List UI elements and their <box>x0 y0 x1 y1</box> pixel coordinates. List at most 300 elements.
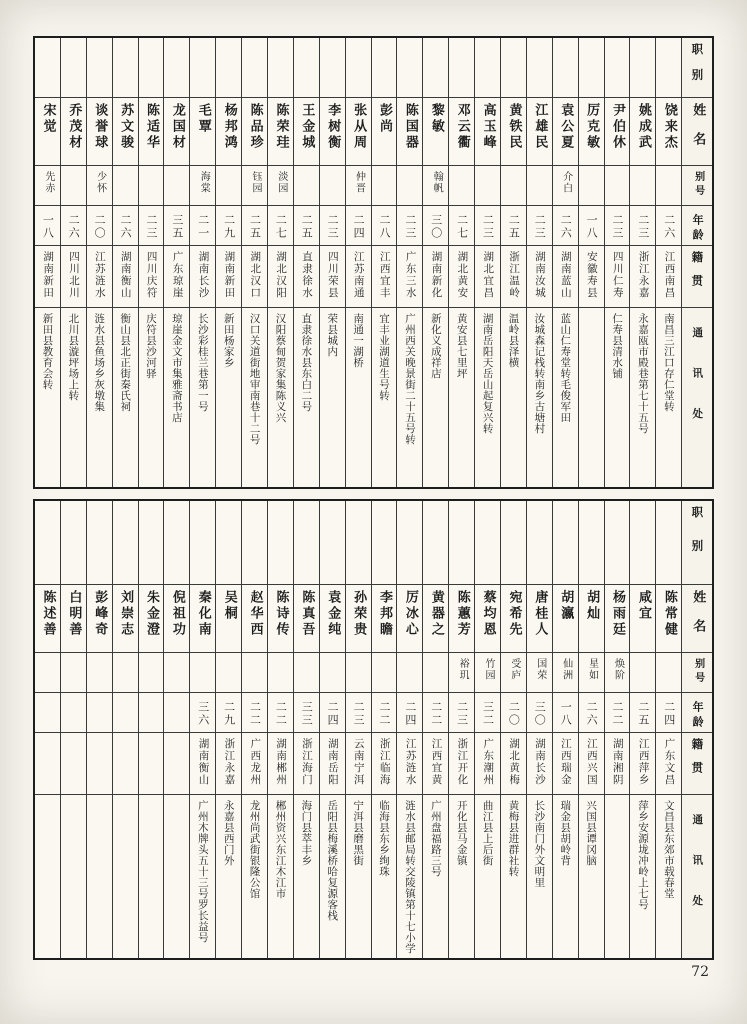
person-native-place: 湖北黄梅 <box>508 738 521 786</box>
age-cell <box>630 206 655 246</box>
person-name: 厉冰心 <box>402 590 418 638</box>
native-place-cell <box>35 246 60 308</box>
age-cell <box>164 206 189 246</box>
age-cell <box>87 206 112 246</box>
person-column <box>242 501 268 958</box>
person-address: 临海县东乡绚珠 <box>378 800 391 877</box>
alias-cell <box>346 166 371 206</box>
person-native-place: 江西兴国 <box>585 738 598 786</box>
person-address: 新田杨家乡 <box>222 313 235 368</box>
name-cell <box>87 585 112 653</box>
native-place-cell <box>320 246 345 308</box>
header-cell-native-place <box>682 246 712 308</box>
person-alias: 仙洲 <box>560 658 572 681</box>
person-native-place: 湖南新化 <box>430 251 443 299</box>
position-cell <box>346 501 371 585</box>
person-address: 广州盘福路三号 <box>429 800 442 877</box>
position-cell <box>553 501 578 585</box>
person-column <box>346 501 372 958</box>
header-cell-name <box>682 585 712 653</box>
person-address: 庆符县沙河驿 <box>145 313 158 379</box>
person-column <box>190 38 216 487</box>
address-cell <box>475 795 500 958</box>
person-name: 江雄民 <box>532 103 548 151</box>
person-native-place: 直隶徐水 <box>301 251 314 299</box>
person-name: 赵华西 <box>247 590 263 638</box>
person-address: 萍乡安源垅冲岭上七号 <box>636 800 649 910</box>
position-cell <box>61 501 86 585</box>
name-cell <box>372 585 397 653</box>
address-cell <box>605 795 630 958</box>
person-column <box>164 38 190 487</box>
person-column <box>216 501 242 958</box>
alias-cell <box>423 653 448 693</box>
person-name: 邓云衢 <box>454 103 470 151</box>
person-address: 文昌县东郊市载春堂 <box>662 800 675 899</box>
person-address: 涟水县鱼场乡灰墩集 <box>93 313 106 412</box>
person-name: 杨邦鸿 <box>221 103 237 151</box>
header-label-address: 通讯处 <box>691 814 704 936</box>
age-cell <box>553 693 578 733</box>
name-cell <box>294 98 319 166</box>
name-cell <box>656 98 681 166</box>
person-native-place: 湖南长沙 <box>197 251 210 299</box>
age-cell <box>656 206 681 246</box>
name-cell <box>449 98 474 166</box>
person-native-place: 浙江永嘉 <box>637 251 650 299</box>
position-cell <box>449 501 474 585</box>
person-native-place: 湖北汉阳 <box>275 251 288 299</box>
name-cell <box>475 98 500 166</box>
alias-cell <box>553 653 578 693</box>
person-age: 二九 <box>222 701 236 727</box>
person-address: 蓝山仁寿堂转毛俊军田 <box>559 313 572 423</box>
person-column <box>553 38 579 487</box>
person-age: 二四 <box>352 214 366 240</box>
address-cell <box>268 795 293 958</box>
native-place-cell <box>475 246 500 308</box>
position-cell <box>61 38 86 98</box>
native-place-cell <box>294 733 319 795</box>
alias-cell <box>35 653 60 693</box>
person-native-place: 安徽寿县 <box>585 251 598 299</box>
position-cell <box>372 501 397 585</box>
age-cell <box>397 693 422 733</box>
person-name: 秦化南 <box>195 590 211 638</box>
alias-cell <box>87 653 112 693</box>
person-name: 姚成武 <box>635 103 651 151</box>
person-name: 李邦瞻 <box>377 590 393 638</box>
person-address: 郴州资兴东江木江市 <box>274 800 287 899</box>
person-name: 王金城 <box>299 103 315 151</box>
alias-cell <box>242 166 267 206</box>
person-age: 二三 <box>636 214 650 240</box>
person-column <box>501 38 527 487</box>
person-name: 胡灿 <box>584 590 600 622</box>
native-place-cell <box>423 246 448 308</box>
address-cell <box>35 795 60 958</box>
position-cell <box>397 38 422 98</box>
name-cell <box>630 585 655 653</box>
age-cell <box>423 693 448 733</box>
alias-cell <box>475 653 500 693</box>
age-cell <box>113 693 138 733</box>
age-cell <box>527 693 552 733</box>
alias-cell <box>268 166 293 206</box>
alias-cell <box>268 653 293 693</box>
person-column <box>527 38 553 487</box>
person-address: 海门县萃丰乡 <box>300 800 313 866</box>
person-column <box>87 38 113 487</box>
name-cell <box>605 98 630 166</box>
address-cell <box>320 308 345 487</box>
person-age: 二三 <box>403 214 417 240</box>
person-native-place: 湖北宜昌 <box>482 251 495 299</box>
person-address: 琼崖金文市集雅斋书店 <box>170 313 183 423</box>
person-native-place: 湖南汝城 <box>534 251 547 299</box>
header-cell-age <box>682 693 712 733</box>
alias-cell <box>346 653 371 693</box>
name-cell <box>268 585 293 653</box>
age-cell <box>605 206 630 246</box>
name-cell <box>630 98 655 166</box>
person-native-place: 湖南新田 <box>42 251 55 299</box>
alias-cell <box>61 166 86 206</box>
person-address: 湖南岳阳天岳山起复兴转 <box>481 313 494 434</box>
address-cell <box>242 308 267 487</box>
person-address: 广州木牌头五十三号罗长益号 <box>196 800 209 943</box>
person-age: 三三 <box>300 701 314 727</box>
person-native-place: 江西南昌 <box>663 251 676 299</box>
address-cell <box>423 308 448 487</box>
address-cell <box>113 308 138 487</box>
person-name: 李树衡 <box>325 103 341 151</box>
person-name: 彭尚 <box>377 103 393 135</box>
person-name: 宛希先 <box>506 590 522 638</box>
native-place-cell <box>346 246 371 308</box>
name-cell <box>527 585 552 653</box>
person-age: 二五 <box>636 701 650 727</box>
native-place-cell <box>397 246 422 308</box>
person-alias: 竹园 <box>482 658 494 681</box>
native-place-cell <box>268 246 293 308</box>
address-cell <box>553 795 578 958</box>
person-name: 黄器之 <box>428 590 444 638</box>
name-cell <box>242 585 267 653</box>
person-address: 北川县漩坪场上转 <box>67 313 80 401</box>
person-name: 乔茂材 <box>66 103 82 151</box>
native-place-cell <box>553 246 578 308</box>
person-age: 二五 <box>248 214 262 240</box>
person-address: 宜丰业湖道生号转 <box>378 313 391 401</box>
person-name: 刘崇志 <box>118 590 134 638</box>
age-cell <box>294 693 319 733</box>
header-cell-address <box>682 795 712 958</box>
person-name: 陈述善 <box>40 590 56 638</box>
age-cell <box>113 206 138 246</box>
person-alias: 海棠 <box>198 171 210 194</box>
header-label-name: 姓名 <box>690 103 706 161</box>
age-cell <box>190 693 215 733</box>
person-name: 唐桂人 <box>532 590 548 638</box>
person-column <box>656 501 682 958</box>
address-cell <box>346 308 371 487</box>
person-column <box>475 38 501 487</box>
person-age: 二〇 <box>507 701 521 727</box>
person-name: 尹伯休 <box>610 103 626 151</box>
native-place-cell <box>242 246 267 308</box>
name-cell <box>242 98 267 166</box>
position-cell <box>656 501 681 585</box>
age-cell <box>87 693 112 733</box>
native-place-cell <box>35 733 60 795</box>
person-native-place: 江苏南通 <box>352 251 365 299</box>
position-cell <box>190 38 215 98</box>
address-cell <box>527 795 552 958</box>
person-name: 蔡均恩 <box>480 590 496 638</box>
position-cell <box>372 38 397 98</box>
person-name: 宋觉 <box>40 103 56 135</box>
address-cell <box>475 308 500 487</box>
address-cell <box>527 308 552 487</box>
name-cell <box>294 585 319 653</box>
person-native-place: 四川北川 <box>68 251 80 299</box>
person-address: 温岭县泽横 <box>507 313 520 368</box>
person-column <box>372 38 398 487</box>
person-native-place: 湖北汉口 <box>249 251 262 299</box>
native-place-cell <box>372 246 397 308</box>
header-cell-alias <box>682 166 712 206</box>
person-column <box>449 38 475 487</box>
person-column <box>423 501 449 958</box>
position-cell <box>527 38 552 98</box>
person-column <box>605 38 631 487</box>
position-cell <box>423 38 448 98</box>
alias-cell <box>164 166 189 206</box>
address-cell <box>372 795 397 958</box>
native-place-cell <box>87 733 112 795</box>
person-native-place: 湖南长沙 <box>534 738 547 786</box>
name-cell <box>35 585 60 653</box>
name-cell <box>139 98 164 166</box>
person-age: 二二 <box>429 701 443 727</box>
alias-cell <box>190 653 215 693</box>
person-native-place: 广东琼崖 <box>171 251 184 299</box>
position-cell <box>87 501 112 585</box>
person-alias: 国荣 <box>534 658 546 681</box>
age-cell <box>527 206 552 246</box>
person-address: 新化义成祥店 <box>429 313 442 379</box>
age-cell <box>449 693 474 733</box>
person-column <box>527 501 553 958</box>
person-age: 二二 <box>248 701 262 727</box>
person-native-place: 浙江温岭 <box>508 251 521 299</box>
native-place-cell <box>113 733 138 795</box>
person-age: 二四 <box>326 701 340 727</box>
age-cell <box>449 206 474 246</box>
person-native-place: 云南宁洱 <box>352 738 365 786</box>
name-cell <box>656 585 681 653</box>
person-age: 二二 <box>377 701 391 727</box>
alias-cell <box>320 653 345 693</box>
name-cell <box>35 98 60 166</box>
person-name: 龙国材 <box>169 103 185 151</box>
person-native-place: 浙江临海 <box>378 738 391 786</box>
person-name: 黎敏 <box>428 103 444 135</box>
position-cell <box>605 38 630 98</box>
person-address: 新田县教育会转 <box>41 313 54 390</box>
person-column <box>294 38 320 487</box>
person-name: 胡瀛 <box>558 590 574 622</box>
person-native-place: 浙江开化 <box>456 738 469 786</box>
name-cell <box>113 585 138 653</box>
name-cell <box>501 585 526 653</box>
person-column <box>475 501 501 958</box>
native-place-cell <box>139 246 164 308</box>
person-alias: 仲晋 <box>353 171 365 194</box>
person-age: 二三 <box>455 701 469 727</box>
native-place-cell <box>346 733 371 795</box>
person-age: 二八 <box>377 214 391 240</box>
name-cell <box>605 585 630 653</box>
position-cell <box>501 38 526 98</box>
native-place-cell <box>449 733 474 795</box>
person-age: 二〇 <box>93 214 107 240</box>
address-cell <box>630 795 655 958</box>
address-cell <box>630 308 655 487</box>
native-place-cell <box>320 733 345 795</box>
native-place-cell <box>216 246 241 308</box>
person-name: 杨雨廷 <box>610 590 626 638</box>
alias-cell <box>630 166 655 206</box>
age-cell <box>61 206 86 246</box>
address-cell <box>501 308 526 487</box>
position-cell <box>294 38 319 98</box>
age-cell <box>242 206 267 246</box>
person-column <box>294 501 320 958</box>
alias-cell <box>372 166 397 206</box>
person-column <box>423 38 449 487</box>
alias-cell <box>656 653 681 693</box>
name-cell <box>190 98 215 166</box>
address-cell <box>605 308 630 487</box>
person-age: 二九 <box>222 214 236 240</box>
age-cell <box>579 206 604 246</box>
person-name: 陈真吾 <box>299 590 315 638</box>
person-native-place: 广东文昌 <box>663 738 676 786</box>
person-alias: 先赤 <box>42 171 54 194</box>
person-native-place: 四川庆符 <box>145 251 158 299</box>
alias-cell <box>475 166 500 206</box>
person-native-place: 江西瑞金 <box>559 738 572 786</box>
age-cell <box>216 206 241 246</box>
native-place-cell <box>190 733 215 795</box>
position-cell <box>268 501 293 585</box>
age-cell <box>501 693 526 733</box>
native-place-cell <box>268 733 293 795</box>
person-address: 直隶徐水县东白二号 <box>300 313 313 412</box>
person-age: 二一 <box>196 214 210 240</box>
age-cell <box>579 693 604 733</box>
person-native-place: 广东潮州 <box>482 738 495 786</box>
position-cell <box>113 38 138 98</box>
name-cell <box>475 585 500 653</box>
native-place-cell <box>501 733 526 795</box>
person-native-place: 湖南郴州 <box>275 738 288 786</box>
address-cell <box>449 308 474 487</box>
person-column <box>579 38 605 487</box>
header-label-age: 年龄 <box>691 701 705 731</box>
row-header-column <box>682 38 712 487</box>
native-place-cell <box>475 733 500 795</box>
native-place-cell <box>630 246 655 308</box>
person-name: 陈国器 <box>402 103 418 151</box>
age-cell <box>346 693 371 733</box>
position-cell <box>87 38 112 98</box>
age-cell <box>35 693 60 733</box>
person-column <box>630 501 656 958</box>
person-name: 陈常健 <box>661 590 677 638</box>
position-cell <box>139 38 164 98</box>
person-address: 龙州尚武街银隆公馆 <box>248 800 261 899</box>
alias-cell <box>139 166 164 206</box>
person-address: 永嘉县西门外 <box>222 800 235 866</box>
address-cell <box>553 308 578 487</box>
native-place-cell <box>656 246 681 308</box>
person-native-place: 浙江海门 <box>301 738 314 786</box>
person-address: 兴国县谭冈脑 <box>585 800 598 866</box>
address-cell <box>656 308 681 487</box>
alias-cell <box>656 166 681 206</box>
person-age: 一八 <box>585 214 599 240</box>
person-age: 二六 <box>585 701 599 727</box>
person-column <box>449 501 475 958</box>
address-cell <box>61 308 86 487</box>
person-age: 二六 <box>67 214 81 240</box>
person-age: 二五 <box>300 214 314 240</box>
person-age: 二三 <box>144 214 158 240</box>
position-cell <box>320 38 345 98</box>
person-address: 汉口关道街地审南巷十二号 <box>248 313 261 445</box>
native-place-cell <box>164 246 189 308</box>
address-cell <box>294 308 319 487</box>
header-cell-age <box>682 206 712 246</box>
position-cell <box>35 38 60 98</box>
header-label-name: 姓名 <box>690 590 706 648</box>
position-cell <box>216 38 241 98</box>
native-place-cell <box>553 733 578 795</box>
person-column <box>61 38 87 487</box>
person-column <box>242 38 268 487</box>
person-age: 二三 <box>481 214 495 240</box>
person-age: 一八 <box>41 214 55 240</box>
header-label-alias: 别号 <box>692 658 704 686</box>
alias-cell <box>139 653 164 693</box>
address-cell <box>35 308 60 487</box>
person-age: 三五 <box>170 214 184 240</box>
person-address: 开化县马金镇 <box>455 800 468 866</box>
age-cell <box>139 693 164 733</box>
person-column <box>113 501 139 958</box>
person-column <box>397 38 423 487</box>
person-name: 陈适华 <box>144 103 160 151</box>
native-place-cell <box>527 246 552 308</box>
person-age: 三〇 <box>429 214 443 240</box>
native-place-cell <box>242 733 267 795</box>
person-name: 高玉峰 <box>480 103 496 151</box>
person-address: 长沙南门外文明里 <box>533 800 546 888</box>
native-place-cell <box>397 733 422 795</box>
